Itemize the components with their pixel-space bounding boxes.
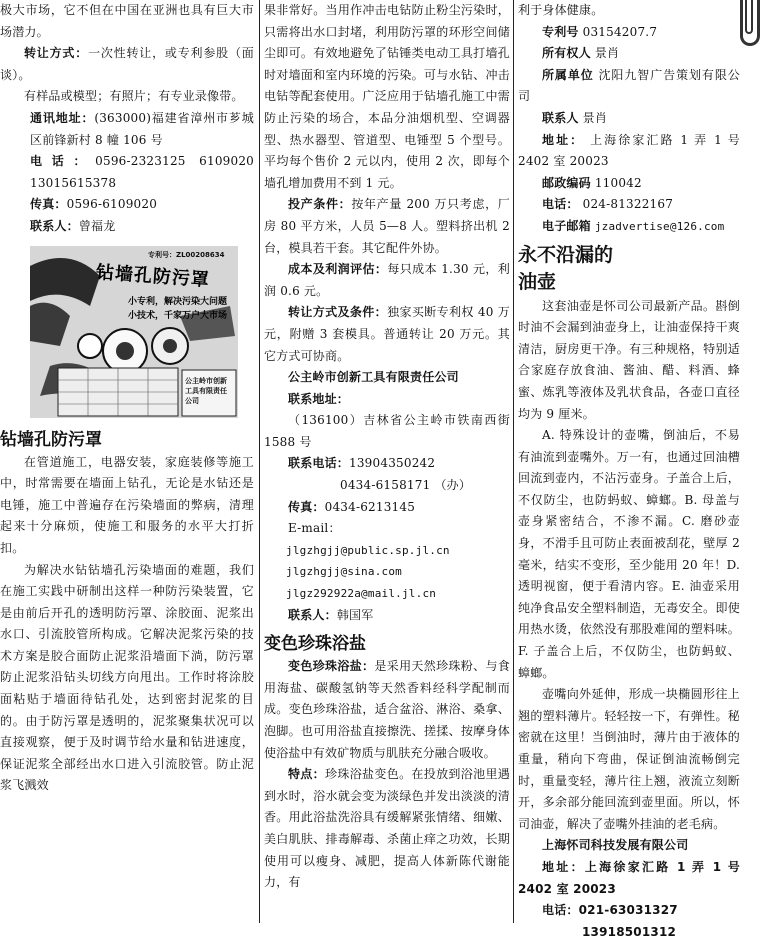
para-1: 在管道施工，电器安装，家庭装修等施工中，时常需要在墙面上钻孔，无论是水钻还是电锤，施工中普遍存在污染墙面的弊病，清理起来十分麻烦，使施工和服务的水平大打折扣。 xyxy=(0,454,254,555)
fax-line xyxy=(264,497,510,519)
address-label-2: 地址： xyxy=(542,859,585,874)
address-line xyxy=(0,108,254,151)
photo-patent-no: 专利号：ZL00208634 xyxy=(148,250,225,259)
photo-company: 公主岭市创新工具有限责任公司 xyxy=(185,376,227,405)
product-2-value: 是采用天然珍珠粉、与食用海盐、碳酸氢钠等天然香料经科学配制而成。变色珍珠浴盐，适合盆浴、淋浴、桑拿、泡脚。也可用浴盐直接擦洗、搓揉、按摩身体使浴盐中有效矿物质与肌肤充分融合吸收。 xyxy=(264,659,510,760)
fax-value: 0434-6213145 xyxy=(324,499,416,514)
address-label: 通讯地址： xyxy=(30,110,95,125)
contact-line xyxy=(0,216,254,238)
column-divider-2 xyxy=(513,0,514,923)
email-line xyxy=(518,216,740,238)
fax-label: 传真： xyxy=(288,499,325,514)
transfer-method xyxy=(0,43,254,86)
cost-value: 每只成本 1.30 元，利润 0.6 元。 xyxy=(264,262,510,298)
photo-slogan-2: 小技术，千家万户大市场 xyxy=(128,310,228,321)
phone-line xyxy=(518,194,740,216)
transfer-value: 一次性转让，或专利参股（面谈）。 xyxy=(0,46,254,82)
email-2: jlgzhgjj@sina.com xyxy=(286,565,402,579)
phone-label-2: 电话： xyxy=(542,903,579,918)
patent-line xyxy=(518,22,740,44)
email-label: 电子邮箱 xyxy=(542,218,591,233)
phone-line xyxy=(0,151,254,194)
phone-2: 0434-6158171 （办） xyxy=(340,478,472,493)
contact-label: 联系人： xyxy=(288,607,337,622)
feature-value: 珍珠浴盐变色。在投放到浴池里遇到水时，浴水就会变为淡绿色并发出淡淡的清香。用此浴盐洗浴具有缓解紧张情绪、细嫩、美白肌肤、排毒解毒、杀菌止痒之功效，长期使用可以瘦身、减肥，提高人体新陈代谢能力，有 xyxy=(264,767,510,890)
column-2 xyxy=(264,0,510,923)
address-line-2 xyxy=(518,857,740,900)
unit-label: 所属单位 xyxy=(542,67,594,82)
samples-text: 有样品或模型；有照片；有专业录像带。 xyxy=(24,89,244,104)
column-1 xyxy=(0,0,254,923)
binder-clip-inner-icon xyxy=(745,0,753,34)
phone-1: 021-63031327 xyxy=(578,903,678,918)
invest-label: 投产条件： xyxy=(288,197,352,212)
feature-line xyxy=(264,764,510,894)
owner-value: 景肖 xyxy=(594,46,620,61)
address-label: 地址： xyxy=(542,132,585,147)
company-name: 公主岭市创新工具有限责任公司 xyxy=(288,370,459,385)
owner-label: 所有权人 xyxy=(542,46,591,61)
invest-line xyxy=(264,194,510,259)
oil-para-2: A. 特殊设计的壶嘴，倒油后，不易有油流到壶嘴外。万一有，也通过回油槽回流到壶内，不沾污壶身。子盖合上后，不仅防尘，也防蚂蚁、蟑螂。B. 母盖与壶身紧密结合，不渗不漏。C. 磨砂壶身，不滑手且可防止表面被刮花，壁厚 2 毫米，结实不变形，至少能用 20 年！D. 透明视窗，便于看清内容。E. 油壶采用纯净食品安全塑料制造，无毒安全。即使用热水烫，依然没有那股难闻的塑料味。F. 子盖合上后，不仅防尘，也防蚂蚁、蟑螂。 xyxy=(518,428,740,680)
oil-para-3: 壶嘴向外延伸，形成一块椭圆形往上翘的塑料薄片。轻轻按一下，有弹性。秘密就在这里！当倒油时，薄片由于液体的重量，稍向下弯曲，保证倒油流畅倒完时，重量变轻，薄片往上翘，液流立刻断开，多余部分能回流到壶里面。所以，怀司油壶，解决了壶嘴外挂油的老毛病。 xyxy=(518,687,740,831)
para-continued: 果非常好。当用作冲击电钻防止粉尘污染时，只需将出水口封堵，利用防污罩的环形空间储尘即可。有效地避免了钻锤类电动工具打墙孔时对墙面和室内环境的污染。可与水钻、冲击电钻等配套使用。广泛应用于钻墙孔施工中需防止污染的场合，本品分油烟机型、空调器型、热水器型、管道型、电锤型 5 个型号。平均每个售价 2 元以内，使用 2 次，即每个墙孔增加费用不到 1 元。 xyxy=(264,3,510,190)
company-name: 上海怀司科技发展有限公司 xyxy=(542,838,689,853)
address-value: （136100）吉林省公主岭市铁南西街 1588 号 xyxy=(264,413,510,449)
col3-continued: 利于身体健康。 xyxy=(518,3,604,17)
product-2-title: 变色珍珠浴盐 xyxy=(264,634,366,655)
contact-value: 韩国军 xyxy=(336,607,374,622)
address-value: (363000)福建省漳州市芗城区前锋新村 8 幢 106 号 xyxy=(30,110,254,147)
contact-value: 景肖 xyxy=(582,110,608,125)
product-2-desc xyxy=(264,656,510,764)
address-line xyxy=(518,130,740,173)
cost-line xyxy=(264,259,510,302)
zip-label: 邮政编码 xyxy=(542,175,591,190)
title-line-2: 油壶 xyxy=(518,270,557,293)
column-divider-1 xyxy=(259,0,260,923)
phone-label: 电话： xyxy=(542,197,579,212)
transfer-line xyxy=(264,302,510,367)
fax-line xyxy=(0,194,254,216)
cost-label: 成本及利润评估： xyxy=(288,262,388,277)
phone-label: 电话： xyxy=(30,154,96,169)
email-3: jlgz292922a@mail.jl.cn xyxy=(286,587,437,601)
contact-line xyxy=(264,605,510,627)
title-line-1: 永不沿漏的 xyxy=(518,243,614,266)
unit-line xyxy=(518,65,740,108)
phone-line xyxy=(264,453,510,475)
phone-value: 0596-2323125 6109020 13015615378 xyxy=(30,154,254,190)
address-value-2: 上海徐家汇路 1 弄 1 号 2402 室 20023 xyxy=(518,859,740,896)
zip-line xyxy=(518,173,740,195)
photo-slogan-1: 小专利，解决污染大问题 xyxy=(128,296,228,307)
phone-value: 024-81322167 xyxy=(582,197,674,212)
product-2-label: 变色珍珠浴盐： xyxy=(288,659,375,674)
photo-title: 钻墙孔防污罩 xyxy=(95,261,211,291)
para-2: 为解决水钻钻墙孔污染墙面的难题，我们在施工实践中研制出这样一种防污染装置，它是由前后开孔的透明防污罩、涂胶面、泥浆出水口、引流胶管所构成。它解决泥浆污染的技术方案是胶合面防止泥浆沿墙面下淌，防污罩防止泥浆沿钻头切线方向甩出。工作时将涂胶面粘贴于墙面待钻孔处，达到密封泥浆的目的。由于防污罩是透明的，泥浆聚集状况可以直接观察，便于及时调节给水量和钻进速度，保证泥浆全部经出水口进入引流胶管。防止泥浆飞溅效 xyxy=(0,562,254,793)
email-label: E-mail： xyxy=(288,521,341,536)
phone-label: 联系电话： xyxy=(288,456,350,471)
patent-label: 专利号 xyxy=(542,24,579,39)
email-value: jzadvertise@126.com xyxy=(594,219,725,233)
product-photo xyxy=(30,246,238,418)
column-3 xyxy=(518,0,741,939)
email-1: jlgzhgjj@public.sp.jl.cn xyxy=(286,543,450,557)
zip-value: 110042 xyxy=(594,175,642,190)
phone-1: 13904350242 xyxy=(349,456,436,471)
phone-line-2 xyxy=(518,900,740,922)
phone-2: 13918501312 xyxy=(582,924,677,939)
contact-label: 联系人： xyxy=(30,218,79,233)
contact-value: 曾福龙 xyxy=(78,218,116,233)
patent-value: 03154207.7 xyxy=(582,24,658,39)
address-value: 上海徐家汇路 1 弄 1 号 2402 室 20023 xyxy=(518,132,741,169)
transfer-label: 转让方式： xyxy=(24,46,89,61)
intro-text: 极大市场，它不但在中国在亚洲也具有巨大市场潜力。 xyxy=(0,3,254,39)
address-label: 联系地址： xyxy=(288,391,350,406)
invest-value: 按年产量 200 万只考虑，厂房 80 平方米，人员 5—8 人。塑料挤出机 2 台，模具若干套。其它配件外协。 xyxy=(264,197,510,255)
transfer-value: 独家买断专利权 40 万元，附赠 3 套模具。普通转让 20 万元。其它方式可协商。 xyxy=(264,305,510,363)
product-title: 钻墙孔防污罩 xyxy=(0,429,102,450)
fax-label: 传真： xyxy=(30,197,67,212)
fax-value: 0596-6109020 xyxy=(66,197,158,212)
owner-line xyxy=(518,43,740,65)
unit-value: 沈阳九智广告策划有限公司 xyxy=(518,67,740,104)
contact-line xyxy=(518,108,740,130)
contact-label: 联系人 xyxy=(542,110,579,125)
feature-label: 特点： xyxy=(288,767,326,782)
transfer-label: 转让方式及条件： xyxy=(288,305,388,320)
oil-para-1: 这套油壶是怀司公司最新产品。斟倒时油不会漏到油壶身上，让油壶保持干爽清洁，厨房更干净。有三种规格，特别适合家庭存放食油、酱油、醋、料酒、蜂蜜、炼乳等液体及乳状食品，各壶口直径均为 9 厘米。 xyxy=(518,298,740,421)
